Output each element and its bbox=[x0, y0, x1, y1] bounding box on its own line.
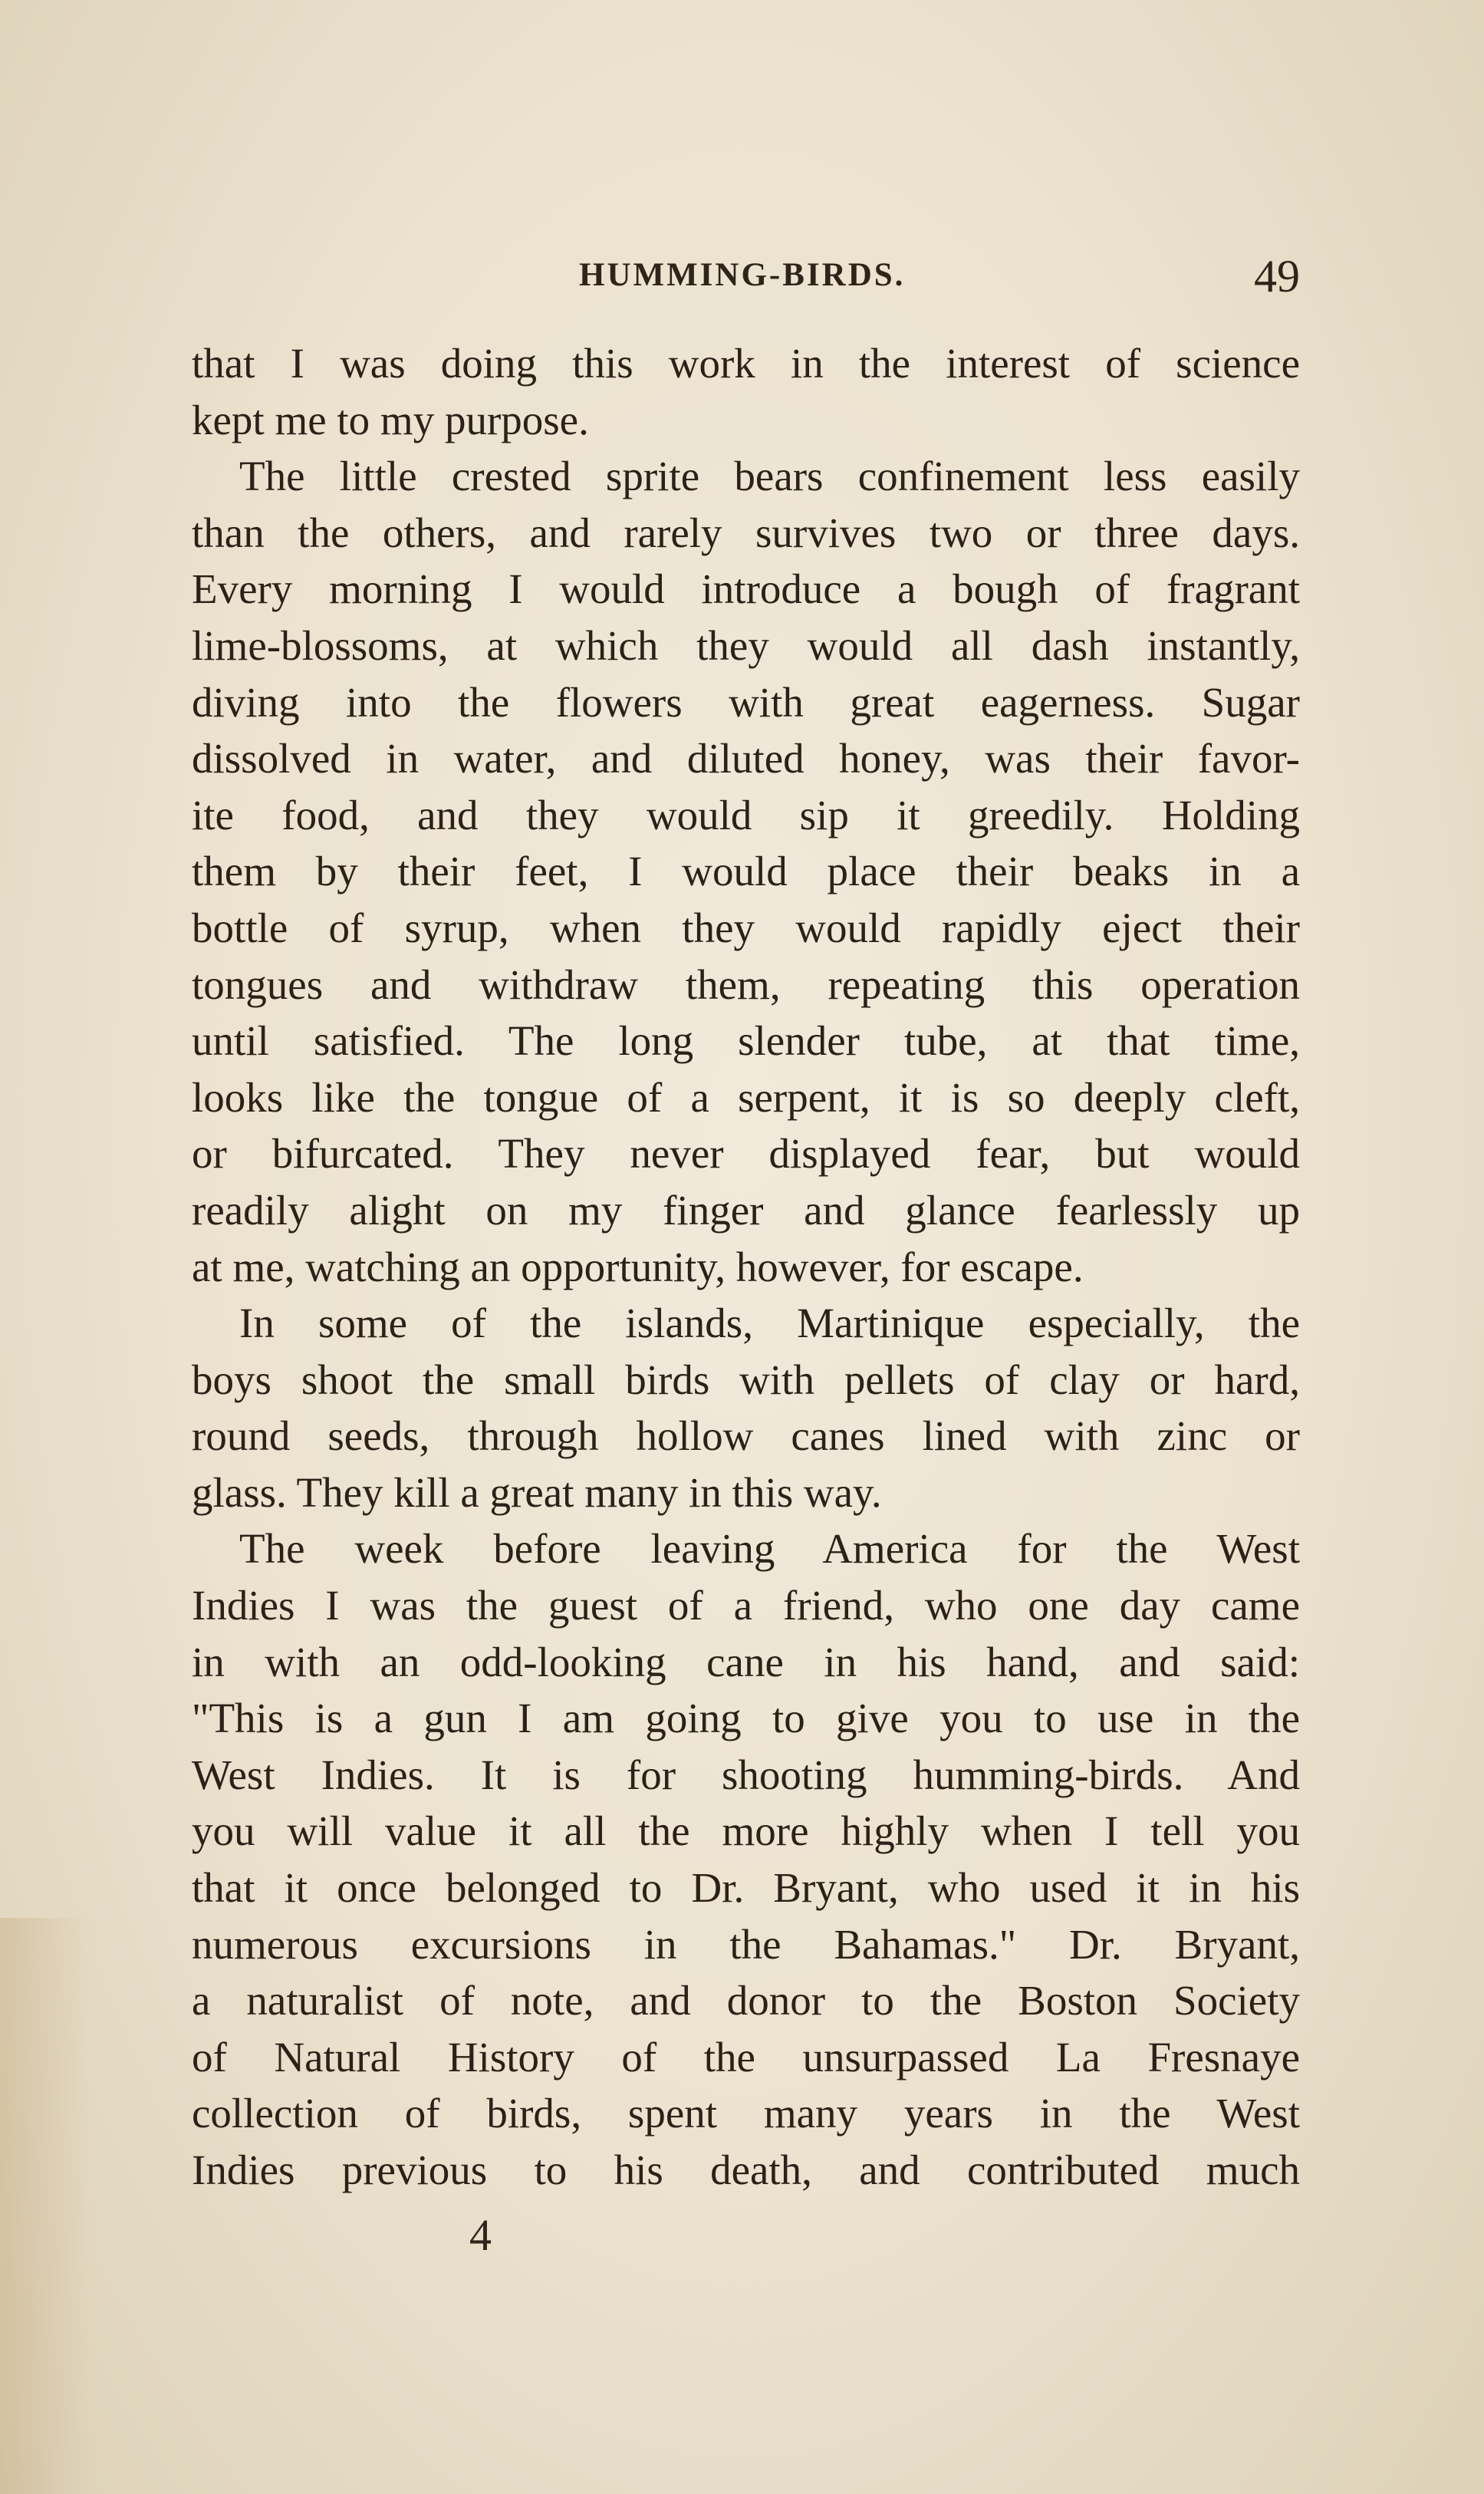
text-line: bottle of syrup, when they would rapidly eject their bbox=[192, 904, 1300, 951]
text-line: in with an odd-looking cane in his hand, and said: bbox=[192, 1638, 1300, 1685]
text-line: dissolved in water, and diluted honey, was their favor- bbox=[192, 735, 1300, 782]
text-line: than the others, and rarely survives two or three days. bbox=[192, 509, 1300, 556]
text-line: kept me to my purpose. bbox=[192, 396, 589, 443]
text-line: ite food, and they would sip it greedily. Holding bbox=[192, 791, 1300, 838]
text-line: until satisfied. The long slender tube, at that time, bbox=[192, 1017, 1300, 1065]
text-line: Every morning I would introduce a bough of fragrant bbox=[192, 565, 1300, 613]
text-line: In some of the islands, Martinique especially, the bbox=[239, 1300, 1300, 1347]
text-line: you will value it all the more highly when I tell you bbox=[192, 1807, 1300, 1855]
text-line: Indies I was the guest of a friend, who one day came bbox=[192, 1582, 1300, 1629]
text-line: The little crested sprite bears confinement less easily bbox=[239, 453, 1300, 500]
text-line: tongues and withdraw them, repeating this operation bbox=[192, 960, 1300, 1008]
text-line: The week before leaving America for the West bbox=[239, 1525, 1300, 1573]
body-text bbox=[192, 335, 1300, 2199]
text-line: at me, watching an opportunity, however, for escape. bbox=[192, 1243, 1084, 1290]
text-line: glass. They kill a great many in this way. bbox=[192, 1468, 882, 1516]
text-line: West Indies. It is for shooting humming-birds. And bbox=[192, 1751, 1300, 1798]
page-number: 49 bbox=[1254, 251, 1300, 301]
text-line: lime-blossoms, at which they would all dash instantly, bbox=[192, 621, 1300, 669]
text-line: Indies previous to his death, and contributed much bbox=[192, 2146, 1300, 2193]
text-line: collection of birds, spent many years in the West bbox=[192, 2090, 1300, 2137]
text-line: numerous excursions in the Bahamas." Dr. Bryant, bbox=[192, 1920, 1300, 1968]
page-stain bbox=[0, 1918, 92, 2494]
signature-mark: 4 bbox=[469, 2210, 492, 2260]
text-line: them by their feet, I would place their beaks in a bbox=[192, 848, 1300, 895]
text-line: that it once belonged to Dr. Bryant, who used it in his bbox=[192, 1864, 1300, 1912]
text-line: diving into the flowers with great eagerness. Sugar bbox=[192, 678, 1300, 726]
page-header bbox=[192, 247, 1300, 316]
text-line: of Natural History of the unsurpassed La Fresnaye bbox=[192, 2033, 1300, 2081]
running-head: HUMMING-BIRDS. bbox=[579, 257, 906, 293]
text-line: boys shoot the small birds with pellets of clay or hard, bbox=[192, 1356, 1300, 1403]
text-line: looks like the tongue of a serpent, it is so deeply cleft, bbox=[192, 1073, 1300, 1121]
text-line: readily alight on my finger and glance fearlessly up bbox=[192, 1186, 1300, 1234]
text-line: a naturalist of note, and donor to the Boston Society bbox=[192, 1977, 1300, 2025]
text-line: that I was doing this work in the interest of science bbox=[192, 340, 1300, 387]
text-line: or bifurcated. They never displayed fear, but would bbox=[192, 1130, 1300, 1178]
text-line: round seeds, through hollow canes lined with zinc or bbox=[192, 1412, 1300, 1460]
text-line: "This is a gun I am going to give you to use in the bbox=[192, 1695, 1300, 1742]
